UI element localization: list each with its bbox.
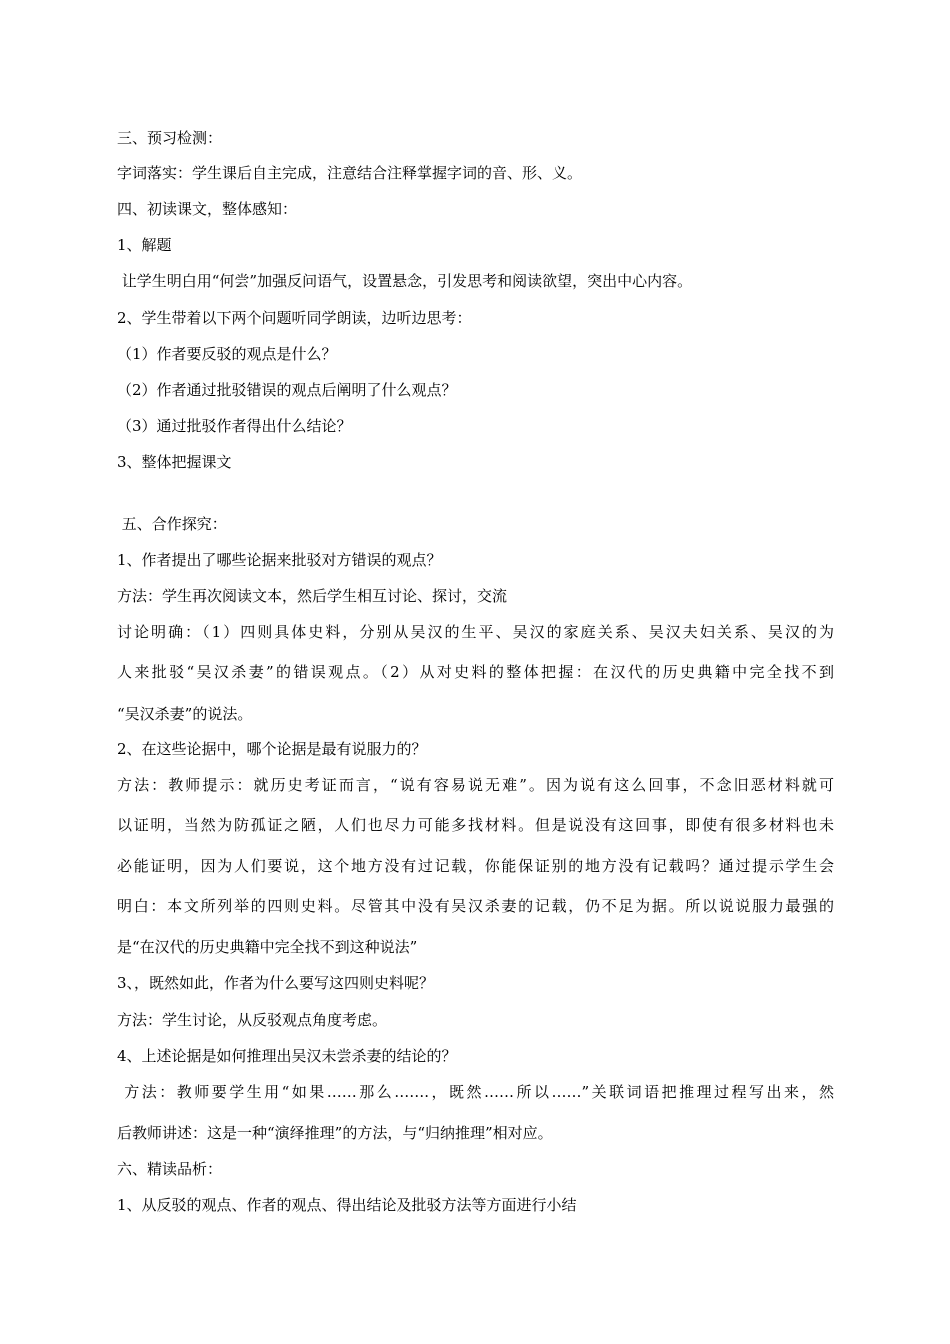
discussion-line-1: 讨论明确：（1）四则具体史料，分别从吴汉的生平、吴汉的家庭关系、吴汉夫妇关系、吴汉的为 bbox=[117, 623, 834, 641]
heading-close-reading: 六、精读品析： bbox=[117, 1160, 223, 1178]
item-listening-questions: 2、学生带着以下两个问题听同学朗读，边听边思考： bbox=[117, 309, 472, 327]
method-2-line-5: 是“在汉代的历史典籍中完全找不到这种说法” bbox=[117, 938, 418, 956]
question-2: （2）作者通过批驳错误的观点后阐明了什么观点？ bbox=[117, 381, 457, 399]
inquiry-question-3: 3、，既然如此，作者为什么要写这四则史料呢？ bbox=[117, 974, 435, 992]
method-4-line-2: 后教师讲述：这是一种“演绎推理”的方法，与“归纳推理”相对应。 bbox=[117, 1124, 553, 1142]
heading-preview-check: 三、预习检测： bbox=[117, 129, 223, 147]
method-2-line-1: 方法：教师提示：就历史考证而言，“说有容易说无难”。因为说有这么回事，不念旧恶材料就可 bbox=[117, 776, 834, 794]
method-3: 方法：学生讨论，从反驳观点角度考虑。 bbox=[117, 1011, 388, 1029]
inquiry-question-2: 2、在这些论据中，哪个论据是最有说服力的？ bbox=[117, 740, 427, 758]
item-title-explanation: 1、解题 bbox=[117, 236, 172, 254]
paragraph-title-explanation: 让学生明白用“何尝”加强反问语气，设置悬念，引发思考和阅读欲望，突出中心内容。 bbox=[117, 272, 693, 290]
item-overall-grasp: 3、整体把握课文 bbox=[117, 453, 232, 471]
method-2-line-3: 必能证明，因为人们要说，这个地方没有过记载，你能保证别的地方没有记载吗？通过提示学生会 bbox=[117, 857, 834, 875]
discussion-line-2: 人来批驳“吴汉杀妻”的错误观点。（2）从对史料的整体把握：在汉代的历史典籍中完全找不到 bbox=[117, 663, 834, 681]
question-3: （3）通过批驳作者得出什么结论？ bbox=[117, 417, 352, 435]
method-4-line-1: 方法：教师要学生用“如果……那么…….，既然……所以……”关联词语把推理过程写出来，然 bbox=[117, 1083, 834, 1101]
heading-cooperative-inquiry: 五、合作探究： bbox=[117, 515, 227, 533]
method-1: 方法：学生再次阅读文本，然后学生相互讨论、探讨，交流 bbox=[117, 587, 508, 605]
method-2-line-2: 以证明，当然为防孤证之陋，人们也尽力可能多找材料。但是说没有这回事，即使有很多材料也未 bbox=[117, 816, 834, 834]
discussion-line-3: “吴汉杀妻”的说法。 bbox=[117, 705, 253, 723]
method-2-line-4: 明白：本文所列举的四则史料。尽管其中没有吴汉杀妻的记载，仍不足为据。所以说说服力最强的 bbox=[117, 897, 834, 915]
heading-first-reading: 四、初读课文，整体感知： bbox=[117, 200, 298, 218]
inquiry-question-4: 4、上述论据是如何推理出吴汉未尝杀妻的结论的？ bbox=[117, 1047, 457, 1065]
inquiry-question-1: 1、作者提出了哪些论据来批驳对方错误的观点？ bbox=[117, 551, 442, 569]
close-reading-item-1: 1、从反驳的观点、作者的观点、得出结论及批驳方法等方面进行小结 bbox=[117, 1196, 577, 1214]
paragraph-vocabulary: 字词落实：学生课后自主完成，注意结合注释掌握字词的音、形、义。 bbox=[117, 164, 583, 182]
question-1: （1）作者要反驳的观点是什么？ bbox=[117, 345, 337, 363]
